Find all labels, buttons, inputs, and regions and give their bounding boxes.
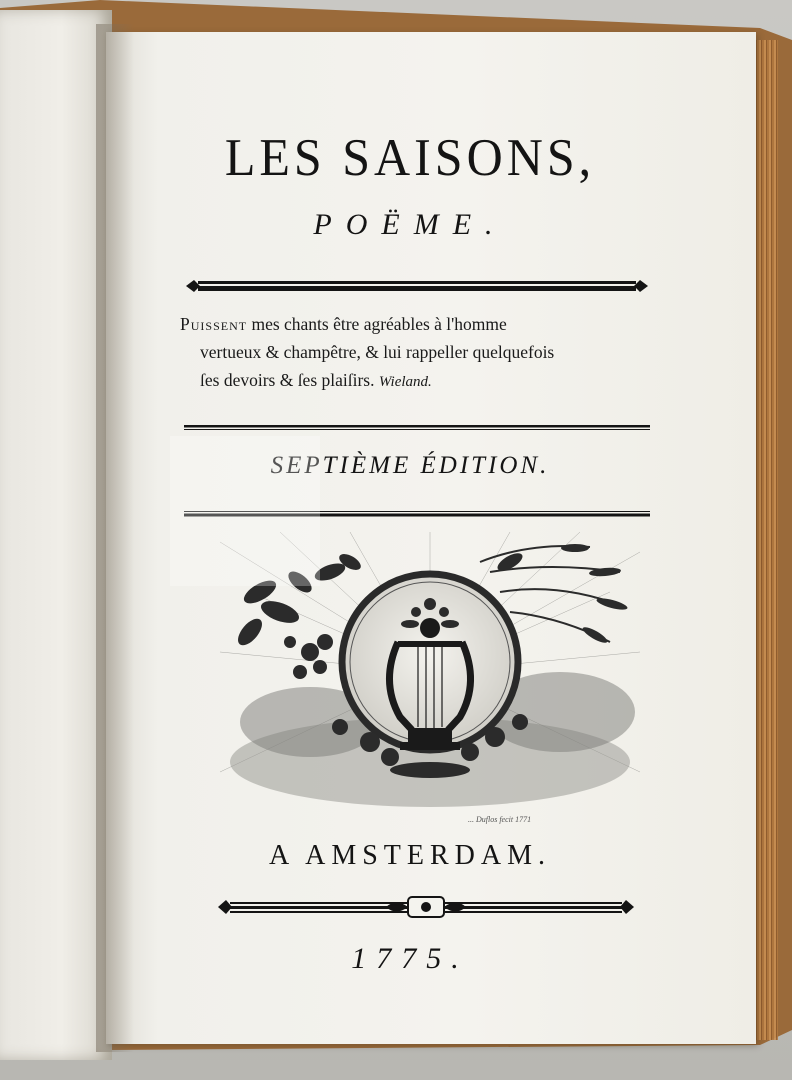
- gutter-shadow: [96, 24, 134, 1052]
- watermark-overlay: [170, 436, 320, 586]
- epigraph-line-3: ſes devoirs & ſes plaiſirs.: [200, 370, 379, 390]
- ornamental-rule-bottom: [216, 894, 636, 920]
- book-subtitle: POËME.: [313, 208, 507, 241]
- edition-statement: SEPTIÈME ÉDITION.: [270, 452, 550, 479]
- epigraph-first-word: Puissent: [180, 314, 248, 334]
- epigraph: [180, 310, 660, 396]
- imprint-place: A AMSTERDAM.: [268, 840, 552, 871]
- imprint-year: 1775.: [351, 942, 469, 975]
- ornamental-rule-top: [184, 276, 650, 296]
- epigraph-line-2: vertueux & champêtre, & lui rappeller quelquefois: [200, 342, 555, 362]
- engraver-credit: ... Duflos fecit 1771: [468, 815, 532, 824]
- book-title: LES SAISONS,: [224, 127, 596, 187]
- epigraph-author: Wieland.: [378, 374, 432, 390]
- rule-above-edition: [184, 424, 650, 432]
- epigraph-line-1: mes chants être agréables à l'homme: [247, 314, 507, 334]
